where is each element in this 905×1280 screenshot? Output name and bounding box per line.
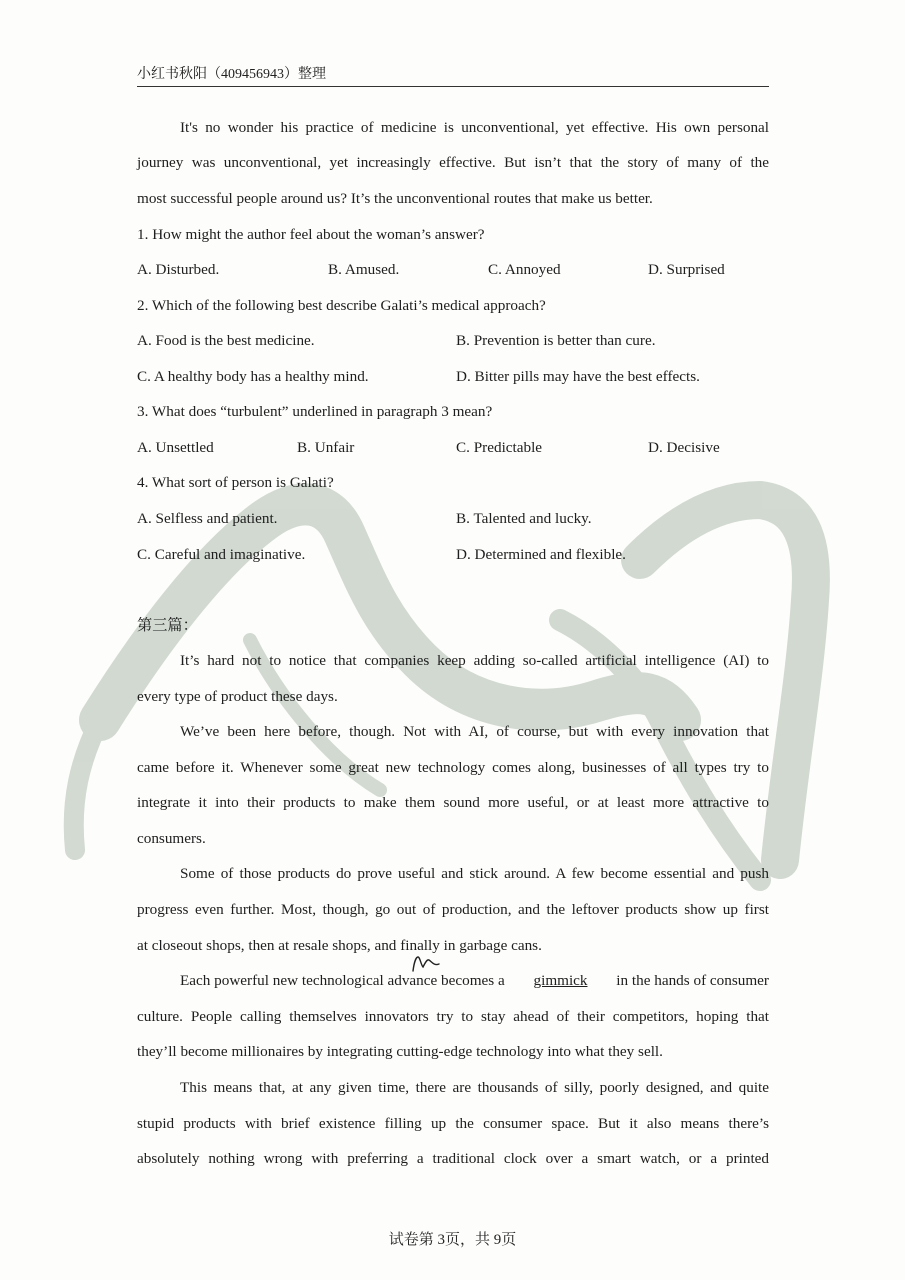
answer-option: C. Annoyed [488, 261, 561, 278]
answer-option: B. Unfair [297, 439, 355, 456]
passage-line: integrate it into their products to make them sound more useful, or at least more attractive to [137, 794, 769, 811]
answer-option: C. Careful and imaginative. [137, 546, 306, 563]
passage-line: journey was unconventional, yet increasingly effective. But isn’t that the story of many of the [137, 154, 769, 171]
passage-line: We’ve been here before, though. Not with AI, of course, but with every innovation that [180, 723, 769, 740]
answer-option: D. Determined and flexible. [456, 546, 626, 563]
passage-line: progress even further. Most, though, go out of production, and the leftover products show up first [137, 901, 769, 918]
passage-line: consumers. [137, 830, 206, 847]
underlined-word-gimmick: gimmick [533, 972, 588, 989]
question-stem: 2. Which of the following best describe Galati’s medical approach? [137, 297, 546, 314]
passage-line: stupid products with brief existence filling up the consumer space. But it also means there’s [137, 1115, 769, 1132]
passage-line: Some of those products do prove useful and stick around. A few become essential and push [180, 865, 769, 882]
question-stem: 3. What does “turbulent” underlined in paragraph 3 mean? [137, 403, 493, 420]
answer-option: B. Prevention is better than cure. [456, 332, 656, 349]
answer-option: A. Food is the best medicine. [137, 332, 315, 349]
question-stem: 1. How might the author feel about the woman’s answer? [137, 226, 485, 243]
line-text: in the hands of consumer [616, 972, 769, 989]
answer-option: B. Talented and lucky. [456, 510, 592, 527]
page-footer: 试卷第 3页，共 9页 [388, 1232, 517, 1248]
page-header: 小红书秋阳（409456943）整理 [137, 67, 326, 82]
answer-option: A. Selfless and patient. [137, 510, 278, 527]
passage-line: culture. People calling themselves innovators try to stay ahead of their competitors, hoping that [137, 1008, 769, 1025]
passage-line: absolutely nothing wrong with preferring a traditional clock over a smart watch, or a printed [137, 1150, 769, 1167]
passage-line [180, 971, 769, 991]
answer-option: C. Predictable [456, 439, 543, 456]
passage-line: came before it. Whenever some great new technology comes along, businesses of all types try to [137, 759, 769, 776]
line-text: Each powerful new technological advance becomes a [180, 972, 505, 989]
passage-line: This means that, at any given time, there are thousands of silly, poorly designed, and quite [180, 1079, 769, 1096]
passage-line: most successful people around us? It’s the unconventional routes that make us better. [137, 190, 653, 207]
answer-option: D. Surprised [648, 261, 725, 278]
answer-option: C. A healthy body has a healthy mind. [137, 368, 369, 385]
answer-option: A. Unsettled [137, 439, 214, 456]
answer-option: B. Amused. [328, 261, 400, 278]
passage-line: at closeout shops, then at resale shops, and finally in garbage cans. [137, 937, 542, 954]
question-stem: 4. What sort of person is Galati? [137, 474, 334, 491]
passage-line: It’s hard not to notice that companies keep adding so-called artificial intelligence (AI) to [180, 652, 769, 669]
answer-option: D. Decisive [648, 439, 720, 456]
passage-line: they’ll become millionaires by integrating cutting-edge technology into what they sell. [137, 1043, 663, 1060]
answer-option: D. Bitter pills may have the best effects. [456, 368, 700, 385]
header-divider [137, 86, 769, 87]
section-title: 第三篇： [137, 617, 198, 634]
passage-line: every type of product these days. [137, 688, 338, 705]
passage-line: It's no wonder his practice of medicine is unconventional, yet effective. His own personal [180, 119, 769, 136]
answer-option: A. Disturbed. [137, 261, 220, 278]
